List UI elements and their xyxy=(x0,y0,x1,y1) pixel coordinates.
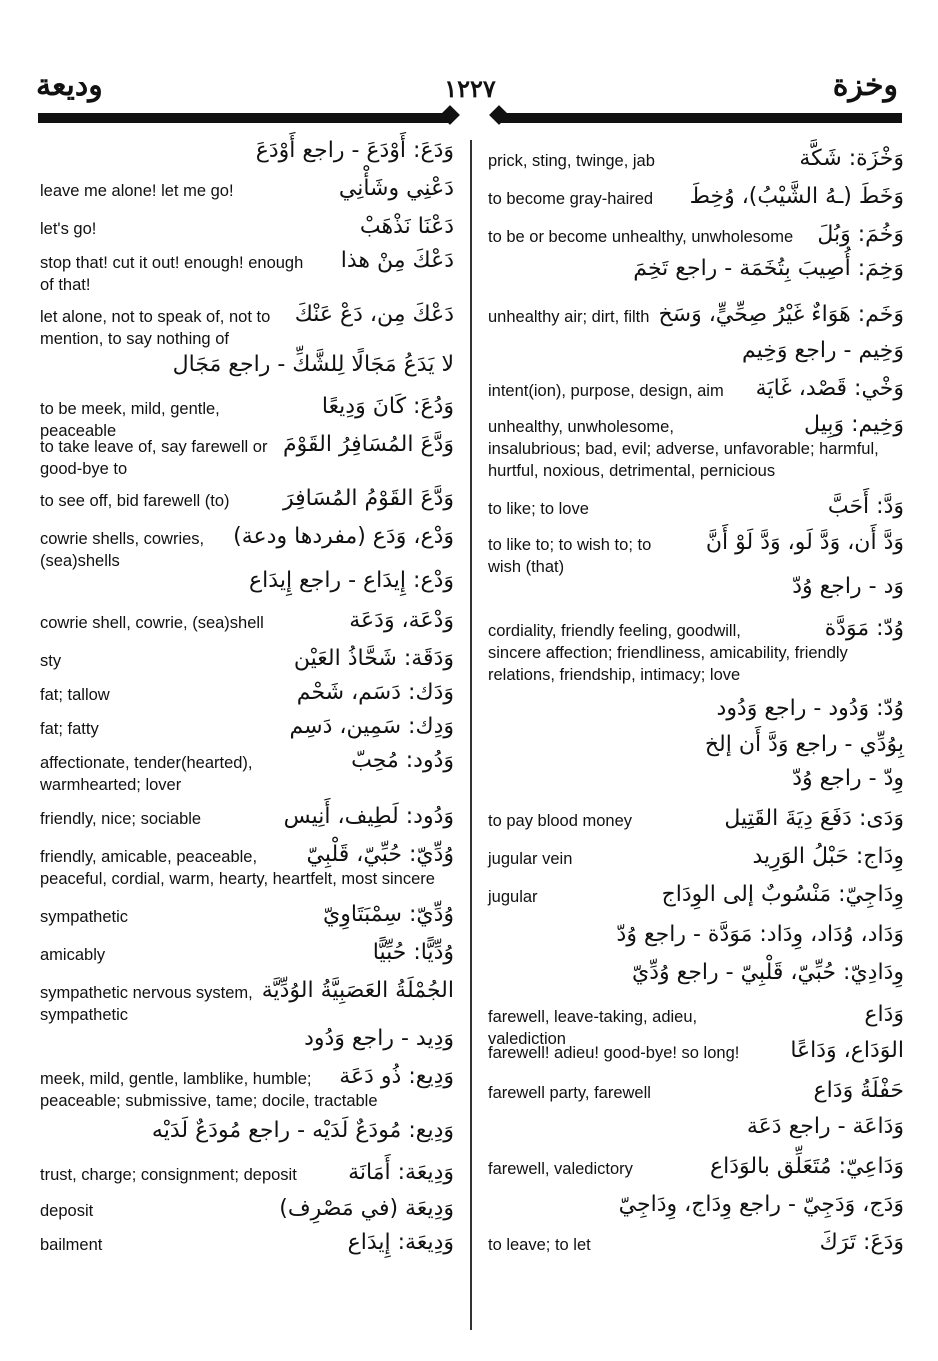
entry-arabic-text: وَخَطَ (ـهُ الشَّيْبُ)، وُخِطَ xyxy=(689,184,904,209)
header-rule-right xyxy=(500,113,902,123)
entry-english-gloss: trust, charge; consignment; deposit xyxy=(40,1166,297,1184)
entry-arabic-text: وَدَاد، وُدَاد، وِدَاد: مَوَدَّة - راجع وُدّ xyxy=(616,922,904,947)
entry-english-gloss: to be or become unhealthy, unwholesome xyxy=(488,228,794,246)
header-guide-word-right: وخزة xyxy=(832,68,898,103)
entry-arabic-text: الجُمْلَةُ العَصَبِيَّةُ الوُدِّيَّة xyxy=(261,978,454,1003)
entry-english-gloss: unhealthy air; dirt, filth xyxy=(488,308,650,326)
entry-arabic-text: وَدُود: مُحِبّ xyxy=(351,748,454,773)
entry-english-gloss: cowrie shell, cowrie, (sea)shell xyxy=(40,614,264,632)
entry-arabic-text: لا يَدَعُ مَجَالًا لِلشَّكِّ - راجع مَجَال xyxy=(172,352,454,377)
entry-arabic-text: وَدَج، وَدَجِيّ - راجع وِدَاج، وِدَاجِيّ xyxy=(618,1192,904,1217)
entry-arabic-text: وَدَك: دَسَم، شَحْم xyxy=(296,680,454,705)
entry-english-gloss: sty xyxy=(40,652,62,670)
entry-english-gloss: farewell, leave-taking, adieu, valediction xyxy=(488,1008,698,1048)
entry-arabic-text: وَدَى: دَفَعَ دِيَةَ القَتِيل xyxy=(724,806,904,831)
entry-arabic-text: وَخَم: هَوَاءٌ غَيْرُ صِحِّيٍّ، وَسَخ xyxy=(658,302,904,327)
entry-arabic-text: الوَدَاع، وَدَاعًا xyxy=(790,1038,904,1063)
column-divider xyxy=(470,140,472,1330)
entry-arabic-text: وَدِك: سَمِين، دَسِم xyxy=(289,714,454,739)
entry-arabic-text: دَعْكَ مِنْ هذا xyxy=(340,248,454,273)
entry-english-gloss: leave me alone! let me go! xyxy=(40,182,234,200)
entry-arabic-text: وَدَاع xyxy=(864,1002,904,1027)
header-guide-word-left: وديعة xyxy=(36,68,103,103)
entry-arabic-text: وُدّ: وَدُود - راجع وَدُود xyxy=(716,696,904,721)
entry-english-gloss: sympathetic nervous system, sympathetic xyxy=(40,984,253,1024)
entry-arabic-text: وَدَّ أَن، وَدَّ لَو، وَدَّ لَوْ أَنَّ xyxy=(705,530,904,555)
entry-arabic-text: وَدِيع: مُودَعٌ لَدَيْه - راجع مُودَعٌ لَدَيْه xyxy=(151,1118,454,1143)
entry-english-gloss: deposit xyxy=(40,1202,94,1220)
entry-english-gloss: to see off, bid farewell (to) xyxy=(40,492,230,510)
entry-arabic-text: وَدَّ: أَحَبَّ xyxy=(827,494,904,519)
entry-english-gloss: to pay blood money xyxy=(488,812,633,830)
entry-arabic-text: وَدِيعَة (في مَصْرِف) xyxy=(279,1196,454,1221)
entry-arabic-text: وَخْي: قَصْد، غَايَة xyxy=(755,376,904,401)
entry-english-gloss: to take leave of, say farewell or good-bye to xyxy=(40,438,268,478)
entry-arabic-text: وُدِّيّ: حُبِّيّ، قَلْبِيّ xyxy=(306,842,454,867)
wrap-spacer xyxy=(280,306,454,326)
entry-arabic-text: وِدَاجِيّ: مَنْسُوبٌ إلى الوِدَاج xyxy=(661,882,904,907)
entry-arabic-text: وَدَّعَ المُسَافِرُ القَوْمَ xyxy=(283,432,454,457)
entry-english-gloss: to become gray-haired xyxy=(488,190,654,208)
entry-english-gloss: to like; to love xyxy=(488,500,589,518)
entry-english-gloss: to be meek, mild, gentle, peaceable xyxy=(40,400,220,440)
entry-arabic-text: وَخِيم - راجع وَخِيم xyxy=(742,338,904,363)
entry-english-gloss: unhealthy, unwholesome, insalubrious; bad, evil; adverse, unfavorable; harmful, hurtful, noxious, detrimental, pernicious xyxy=(488,416,902,482)
entry-english-gloss: friendly, amicable, peaceable, peaceful, cordial, warm, hearty, heartfelt, most sincere xyxy=(40,846,454,890)
entry-arabic-text: حَفْلَةُ وَدَاع xyxy=(813,1078,904,1103)
entry-arabic-text: دَعْنِي وشَأْنِي xyxy=(338,176,454,201)
wrap-spacer xyxy=(310,252,454,272)
entry-english-gloss: farewell party, farewell xyxy=(488,1084,651,1102)
entry-arabic-text: وَخِيم: وَبِيل xyxy=(804,412,904,437)
page-number: ١٢٢٧ xyxy=(444,74,496,103)
entry-english-gloss: affectionate, tender(hearted), warmhearted; lover xyxy=(40,752,454,796)
entry-english-gloss: farewell! adieu! good-bye! so long! xyxy=(488,1044,740,1062)
entry-english-gloss: cordiality, friendly feeling, goodwill, sincere affection; friendliness, amicability, friendly relations, friendship, intimacy; love xyxy=(488,620,902,686)
entry-english-gloss: fat; fatty xyxy=(40,720,99,738)
entry-arabic-text: وَخْزَة: شَكَّة xyxy=(799,146,904,171)
entry-english-gloss: let's go! xyxy=(40,220,97,238)
entry-arabic-text: وَدْعَة، وَدَعَة xyxy=(349,608,454,633)
entry-arabic-text: وَدِيعَة: أَمَانَة xyxy=(348,1160,454,1185)
entry-arabic-text: وَدُود: لَطِيف، أَنِيس xyxy=(283,804,454,829)
entry-arabic-text: دَعْكَ مِن، دَعْ عَنْكَ xyxy=(294,302,454,327)
entry-arabic-text: وَدْع، وَدَع (مفردها ودعة) xyxy=(233,524,454,549)
entry-arabic-text: وَخُمَ: وَبُلَ xyxy=(817,222,904,247)
entry-arabic-text: وَدَعَ: أَوْدَعَ - راجع أَوْدَعَ xyxy=(255,138,454,163)
entry-english-gloss: sympathetic xyxy=(40,908,129,926)
entry-english-gloss: fat; tallow xyxy=(40,686,110,704)
entry-english-gloss: stop that! cut it out! enough! enough of that! xyxy=(40,252,454,296)
entry-english-gloss: farewell, valedictory xyxy=(488,1160,633,1178)
entry-arabic-text: وُدِّيًّا: حُبِّيًّا xyxy=(372,940,454,965)
entry-english-gloss: friendly, nice; sociable xyxy=(40,810,202,828)
entry-arabic-text: وِدَاج: حَبْلُ الوَرِيد xyxy=(752,844,904,869)
entry-english-gloss: prick, sting, twinge, jab xyxy=(488,152,655,170)
entry-arabic-text: وَدَاعَة - راجع دَعَة xyxy=(746,1114,904,1139)
entry-arabic-text: وَدَقَة: شَحَّاذُ العَيْن xyxy=(293,646,454,671)
entry-english-gloss: let alone, not to speak of, not to mention, to say nothing of xyxy=(40,306,454,350)
entry-english-gloss: to leave; to let xyxy=(488,1236,591,1254)
entry-arabic-text: وَدِيد - راجع وَدُود xyxy=(304,1026,454,1051)
entry-english-gloss: jugular xyxy=(488,888,538,906)
entry-english-gloss: meek, mild, gentle, lamblike, humble; peaceable; submissive, tame; docile, tractable xyxy=(40,1068,454,1112)
entry-arabic-text: وَخِمَ: أُصِيبَ بِتُخَمَة - راجع تَخِمَ xyxy=(633,256,904,281)
entry-english-gloss: jugular vein xyxy=(488,850,573,868)
entry-arabic-text: دَعْنَا نَذْهَبْ xyxy=(359,214,454,239)
wrap-spacer xyxy=(340,1068,454,1088)
entry-arabic-text: وُدِّيّ: سِمْبَتَاوِيّ xyxy=(322,902,454,927)
wrap-spacer xyxy=(788,620,902,640)
entry-english-gloss: to like to; to wish to; to wish (that) xyxy=(488,536,652,576)
entry-arabic-text: وَدِيعَة: إِيدَاع xyxy=(347,1230,454,1255)
header-rule-left xyxy=(38,113,450,123)
entry-arabic-text: وَدْع: إِيدَاع - راجع إِيدَاع xyxy=(249,568,454,593)
entry-english-gloss: bailment xyxy=(40,1236,103,1254)
wrap-spacer xyxy=(310,846,454,866)
entry-arabic-text: وِدّ - راجع وُدّ xyxy=(792,766,904,791)
entry-arabic-text: وَدَعَ: تَرَكَ xyxy=(819,1230,904,1255)
entry-arabic-text: وَدُعَ: كَانَ وَدِيعًا xyxy=(321,394,454,419)
entry-arabic-text: وُدّ: مَوَدَّة xyxy=(824,616,904,641)
entry-english-gloss: intent(ion), purpose, design, aim xyxy=(488,382,724,400)
entry-english-gloss: cowrie shells, cowries, (sea)shells xyxy=(40,530,205,570)
wrap-spacer xyxy=(340,752,454,772)
entry-arabic-text: وَدِيع: ذُو دَعَة xyxy=(339,1064,454,1089)
entry-arabic-text: وِدَادِيّ: حُبِّيّ، قَلْبِيّ - راجع وُدِّيّ xyxy=(631,960,904,985)
entry-arabic-text: وَدَاعِيّ: مُتَعَلِّق بالوَدَاع xyxy=(710,1154,904,1179)
wrap-spacer xyxy=(748,416,902,436)
entry-arabic-text: وَدَّعَ القَوْمُ المُسَافِرَ xyxy=(283,486,454,511)
entry-arabic-text: بِوُدِّي - راجع وَدَّ أَن إلخ xyxy=(704,732,904,757)
entry-english-gloss: amicably xyxy=(40,946,106,964)
entry-arabic-text: وَد - راجع وُدّ xyxy=(792,574,904,599)
